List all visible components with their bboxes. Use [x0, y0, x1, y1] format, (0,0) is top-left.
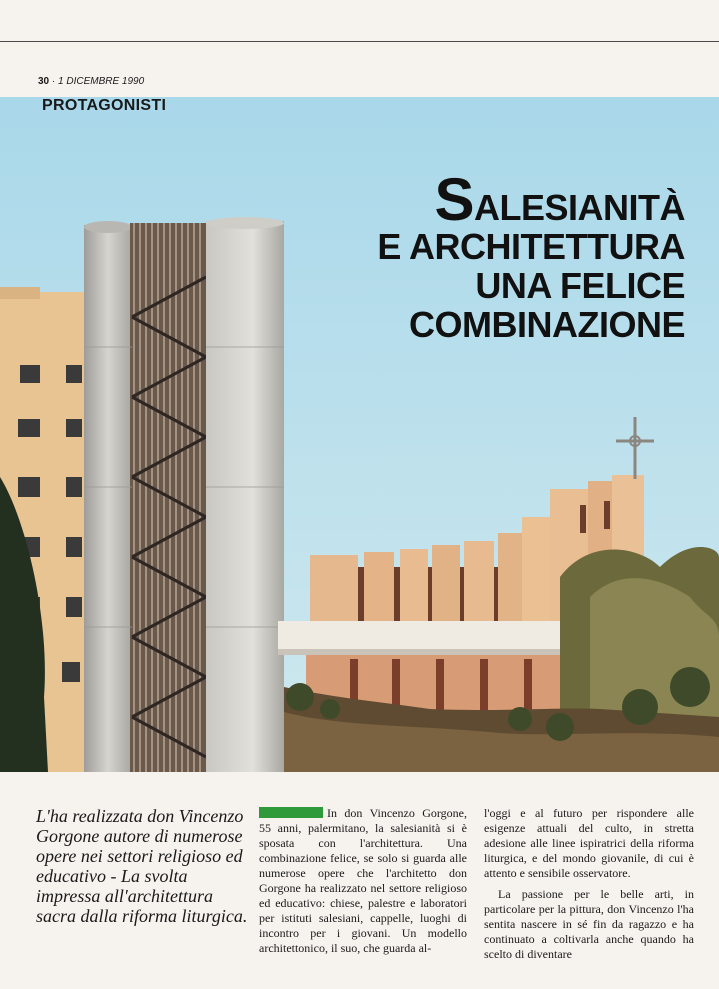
page-folio: [38, 76, 144, 87]
headline-line-1: [265, 166, 685, 233]
headline-dropcap: S: [434, 166, 474, 233]
body-column-2: [484, 806, 694, 962]
issue-date: 1 DICEMBRE 1990: [58, 76, 145, 87]
body-paragraph: [259, 806, 467, 956]
body-paragraph-2: La passione per le belle arti, in particolare per la pittura, don Vincenzo l'ha sentita nascere in sé fin da ragazzo e ha continuato a coltivarla anche quando ha scelto di diventare: [484, 887, 694, 961]
headline-line-4: COMBINAZIONE: [409, 304, 685, 345]
body-paragraph-1: l'oggi e al futuro per rispondere alle esigenze attuali del culto, in stretta adesione alle linee ispiratrici della riforma liturgica, e del mondo giovanile, di cui è attento e sensibile osservatore.: [484, 806, 694, 880]
headline-line-3: UNA FELICE: [475, 265, 685, 306]
article-dek: L'ha realizzata don Vincenzo Gorgone autore di numerose opere nei settori religioso ed educativo - La svolta impressa all'architettura sacra dalla riforma liturgica.: [36, 806, 248, 926]
section-label: PROTAGONISTI: [42, 97, 167, 114]
accent-bar: [259, 807, 323, 818]
body-column-1: [259, 806, 467, 956]
headline-line-2: E ARCHITETTURA: [377, 226, 685, 267]
body-text-col1: In don Vincenzo Gorgone, 55 anni, palermitano, la salesianità si è sposata con l'architettura. Una combinazione felice, se solo si guarda alle numerose opere che l'architetto don Gorgone ha realizzato nel settore religioso ed educativo: chiese, palestre e laboratori per istituti salesiani, cappelle, luoghi di incontro per i giovani. Un modello architettonico, il suo, che guarda al-: [259, 806, 467, 955]
headline-line-1-rest: ALESIANITÀ: [474, 187, 685, 228]
page-number: 30: [38, 76, 50, 87]
article-headline: [265, 166, 685, 346]
folio-separator: ·: [51, 76, 56, 87]
top-rule: [0, 41, 719, 42]
